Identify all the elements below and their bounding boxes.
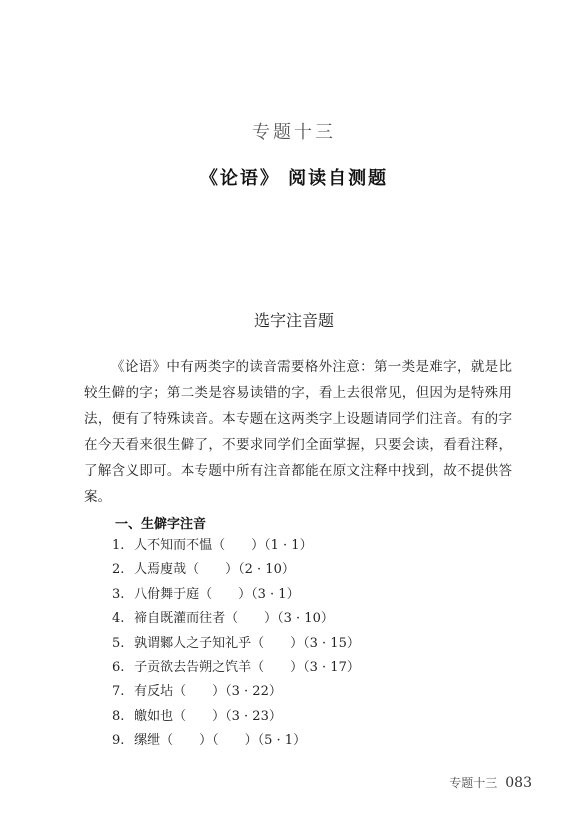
question-item xyxy=(112,658,360,682)
section-title: 选字注音题 xyxy=(253,311,334,330)
question-item xyxy=(112,536,360,560)
question-number: 2. xyxy=(112,562,125,578)
question-text: 八佾舞于庭（ ）（3 · 1） xyxy=(134,586,300,602)
question-number: 8. xyxy=(112,708,125,724)
question-text: 缧绁（ ）（ ）（5 · 1） xyxy=(134,733,307,749)
page-number: 083 xyxy=(505,775,532,791)
question-text: 人焉廋哉（ ）（2 · 10） xyxy=(134,562,295,578)
question-item xyxy=(112,682,360,706)
question-item xyxy=(112,731,360,755)
question-number: 7. xyxy=(112,684,125,700)
question-list xyxy=(112,536,360,756)
question-text: 人不知而不愠（ ）（1 · 1） xyxy=(134,538,313,553)
question-text: 孰谓鄹人之子知礼乎（ ）（3 · 15） xyxy=(134,635,360,651)
intro-paragraph: 《论语》中有两类字的读音需要格外注意：第一类是难字，就是比较生僻的字；第二类是容易读错的字，看上去很常见，但因为是特殊用法，便有了特殊读音。本专题在这两类字上设题请同学们注音。有的字在今天看来很生僻了，不要求同学们全面掌握，只要会读，看看注释，了解含义即可。本专题中所有注音都能在原文注释中找到，故不提供答案。 xyxy=(84,359,512,505)
question-number: 6. xyxy=(112,659,125,675)
question-number: 5. xyxy=(112,635,125,651)
topic-label: 专题十三 xyxy=(252,122,336,143)
question-item xyxy=(112,609,360,633)
page-footer xyxy=(449,774,532,791)
question-number: 4. xyxy=(112,611,125,627)
question-number: 3. xyxy=(112,586,125,602)
question-text: 子贡欲去告朔之饩羊（ ）（3 · 17） xyxy=(134,659,360,675)
footer-topic-label: 专题十三 xyxy=(449,776,498,790)
page-title: 《论语》 阅读自测题 xyxy=(199,168,389,189)
question-number: 9. xyxy=(112,733,125,749)
subheading: 一、生僻字注音 xyxy=(115,517,207,532)
question-item xyxy=(112,634,360,658)
question-item xyxy=(112,585,360,609)
question-text: 禘自既灌而往者（ ）（3 · 10） xyxy=(134,611,334,627)
question-number: 1. xyxy=(112,538,125,553)
question-text: 皦如也（ ）（3 · 23） xyxy=(134,708,282,724)
question-text: 有反坫（ ）（3 · 22） xyxy=(134,684,282,700)
question-item xyxy=(112,707,360,731)
question-item xyxy=(112,560,360,584)
